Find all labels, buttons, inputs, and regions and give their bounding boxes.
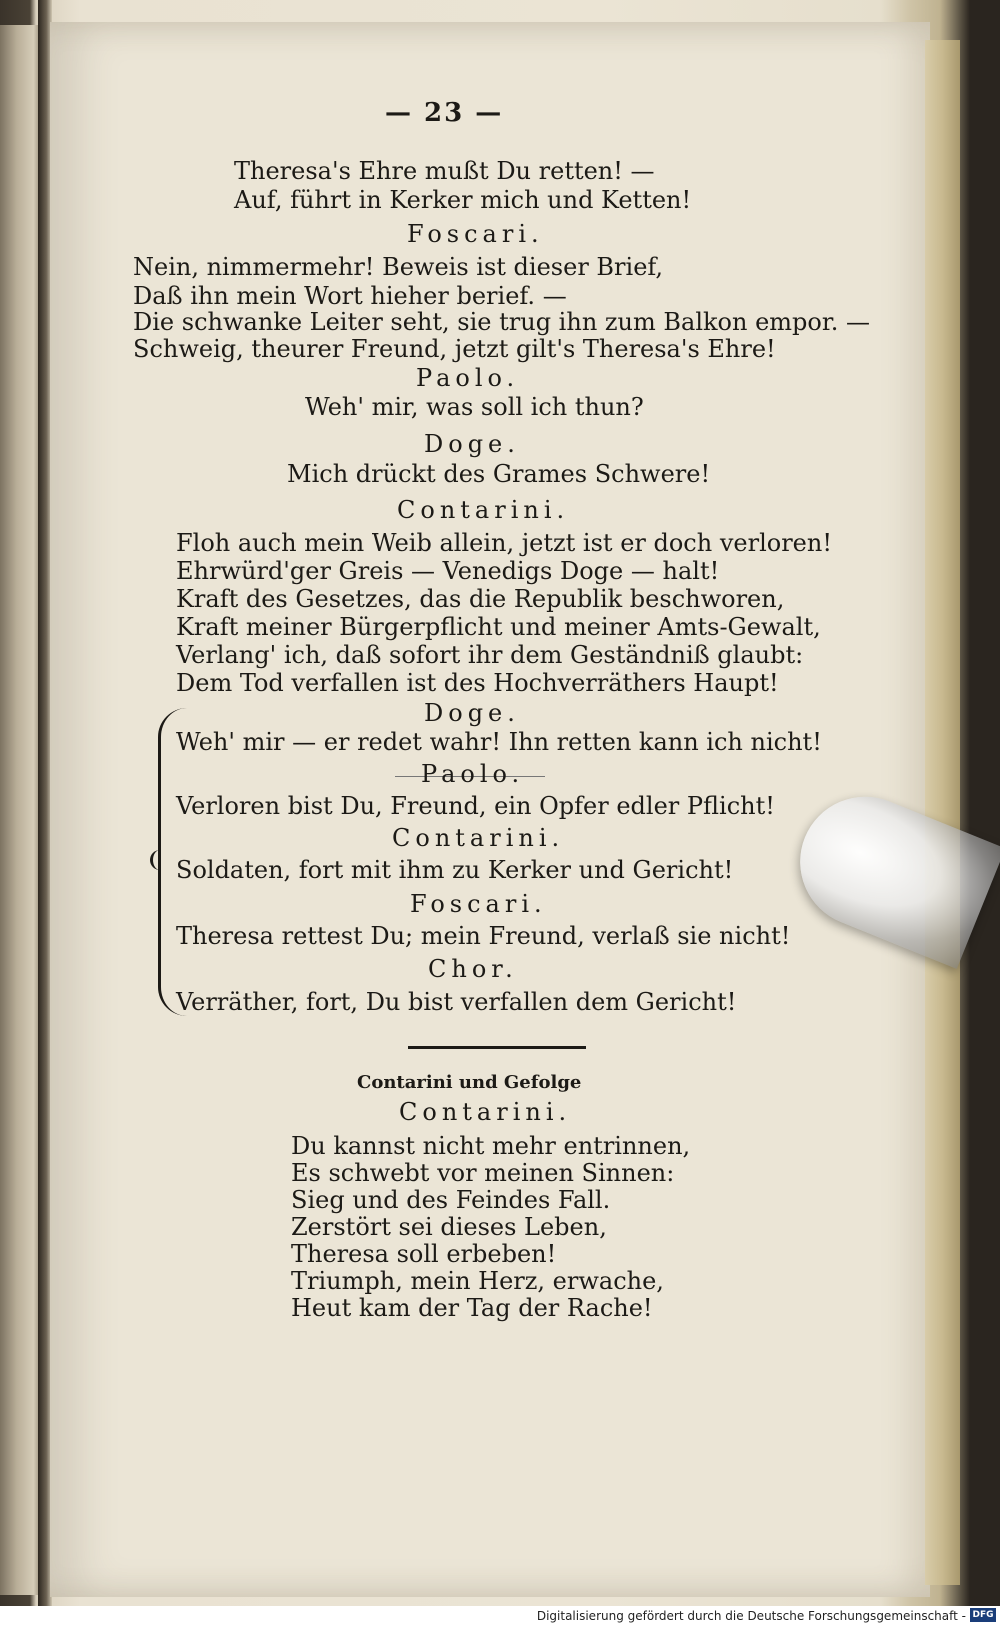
speaker-name: Contarini. xyxy=(397,496,570,524)
text-line: Ehrwürd'ger Greis — Venedigs Doge — halt! xyxy=(176,557,720,585)
section-rule xyxy=(408,1046,586,1049)
speaker-name: Contarini. xyxy=(399,1098,572,1126)
text-line: Dem Tod verfallen ist des Hochverräthers Haupt! xyxy=(176,669,779,697)
verse-line: Heut kam der Tag der Rache! xyxy=(291,1294,653,1322)
speaker-name: Contarini. xyxy=(392,824,565,852)
text-line: Verloren bist Du, Freund, ein Opfer edler Pflicht! xyxy=(176,792,775,820)
text-line: Mich drückt des Grames Schwere! xyxy=(287,460,711,488)
speaker-name: Foscari. xyxy=(407,220,544,248)
funding-notice: Digitalisierung gefördert durch die Deutsche Forschungsgemeinschaft - xyxy=(536,1609,966,1623)
text-line: Die schwanke Leiter seht, sie trug ihn zum Balkon empor. — xyxy=(133,308,870,336)
verse-line: Zerstört sei dieses Leben, xyxy=(291,1213,607,1241)
dfg-logo: DFG xyxy=(970,1608,996,1622)
text-line: Floh auch mein Weib allein, jetzt ist er doch verloren! xyxy=(176,529,832,557)
speaker-name: Chor. xyxy=(428,955,518,983)
text-line: Auf, führt in Kerker mich und Ketten! xyxy=(234,186,692,214)
speaker-name: Doge. xyxy=(424,699,520,727)
text-line: Weh' mir, was soll ich thun? xyxy=(305,393,644,421)
text-line: Schweig, theurer Freund, jetzt gilt's Theresa's Ehre! xyxy=(133,335,776,363)
page-stack-edge xyxy=(925,40,960,1585)
text-line: Verräther, fort, Du bist verfallen dem Gericht! xyxy=(176,988,737,1016)
speaker-name: Foscari. xyxy=(410,890,547,918)
text-line: Theresa rettest Du; mein Freund, verlaß sie nicht! xyxy=(176,922,791,950)
verse-line: Es schwebt vor meinen Sinnen: xyxy=(291,1159,675,1187)
text-line: Kraft des Gesetzes, das die Republik beschworen, xyxy=(176,585,785,613)
brace-bracket-tip xyxy=(150,850,167,870)
text-line: Theresa's Ehre mußt Du retten! — xyxy=(234,157,655,185)
verse-line: Theresa soll erbeben! xyxy=(291,1240,557,1268)
text-line: Weh' mir — er redet wahr! Ihn retten kann ich nicht! xyxy=(176,728,822,756)
text-line: Soldaten, fort mit ihm zu Kerker und Gericht! xyxy=(176,856,734,884)
stage-direction: Contarini und Gefolge xyxy=(357,1072,582,1093)
speaker-name: Paolo. xyxy=(416,364,520,392)
speaker-name: Doge. xyxy=(424,430,520,458)
verse-line: Sieg und des Feindes Fall. xyxy=(291,1186,611,1214)
speaker-name: Paolo. xyxy=(421,760,525,788)
text-line: Daß ihn mein Wort hieher berief. — xyxy=(133,282,567,310)
verse-line: Du kannst nicht mehr entrinnen, xyxy=(291,1132,691,1160)
text-line: Verlang' ich, daß sofort ihr dem Geständniß glaubt: xyxy=(176,641,804,669)
text-line: Kraft meiner Bürgerpflicht und meiner Amts-Gewalt, xyxy=(176,613,821,641)
page-number: — 23 — xyxy=(385,98,504,128)
verse-line: Triumph, mein Herz, erwache, xyxy=(291,1267,664,1295)
left-page-edge xyxy=(0,25,42,1595)
text-line: Nein, nimmermehr! Beweis ist dieser Brief, xyxy=(133,253,664,281)
